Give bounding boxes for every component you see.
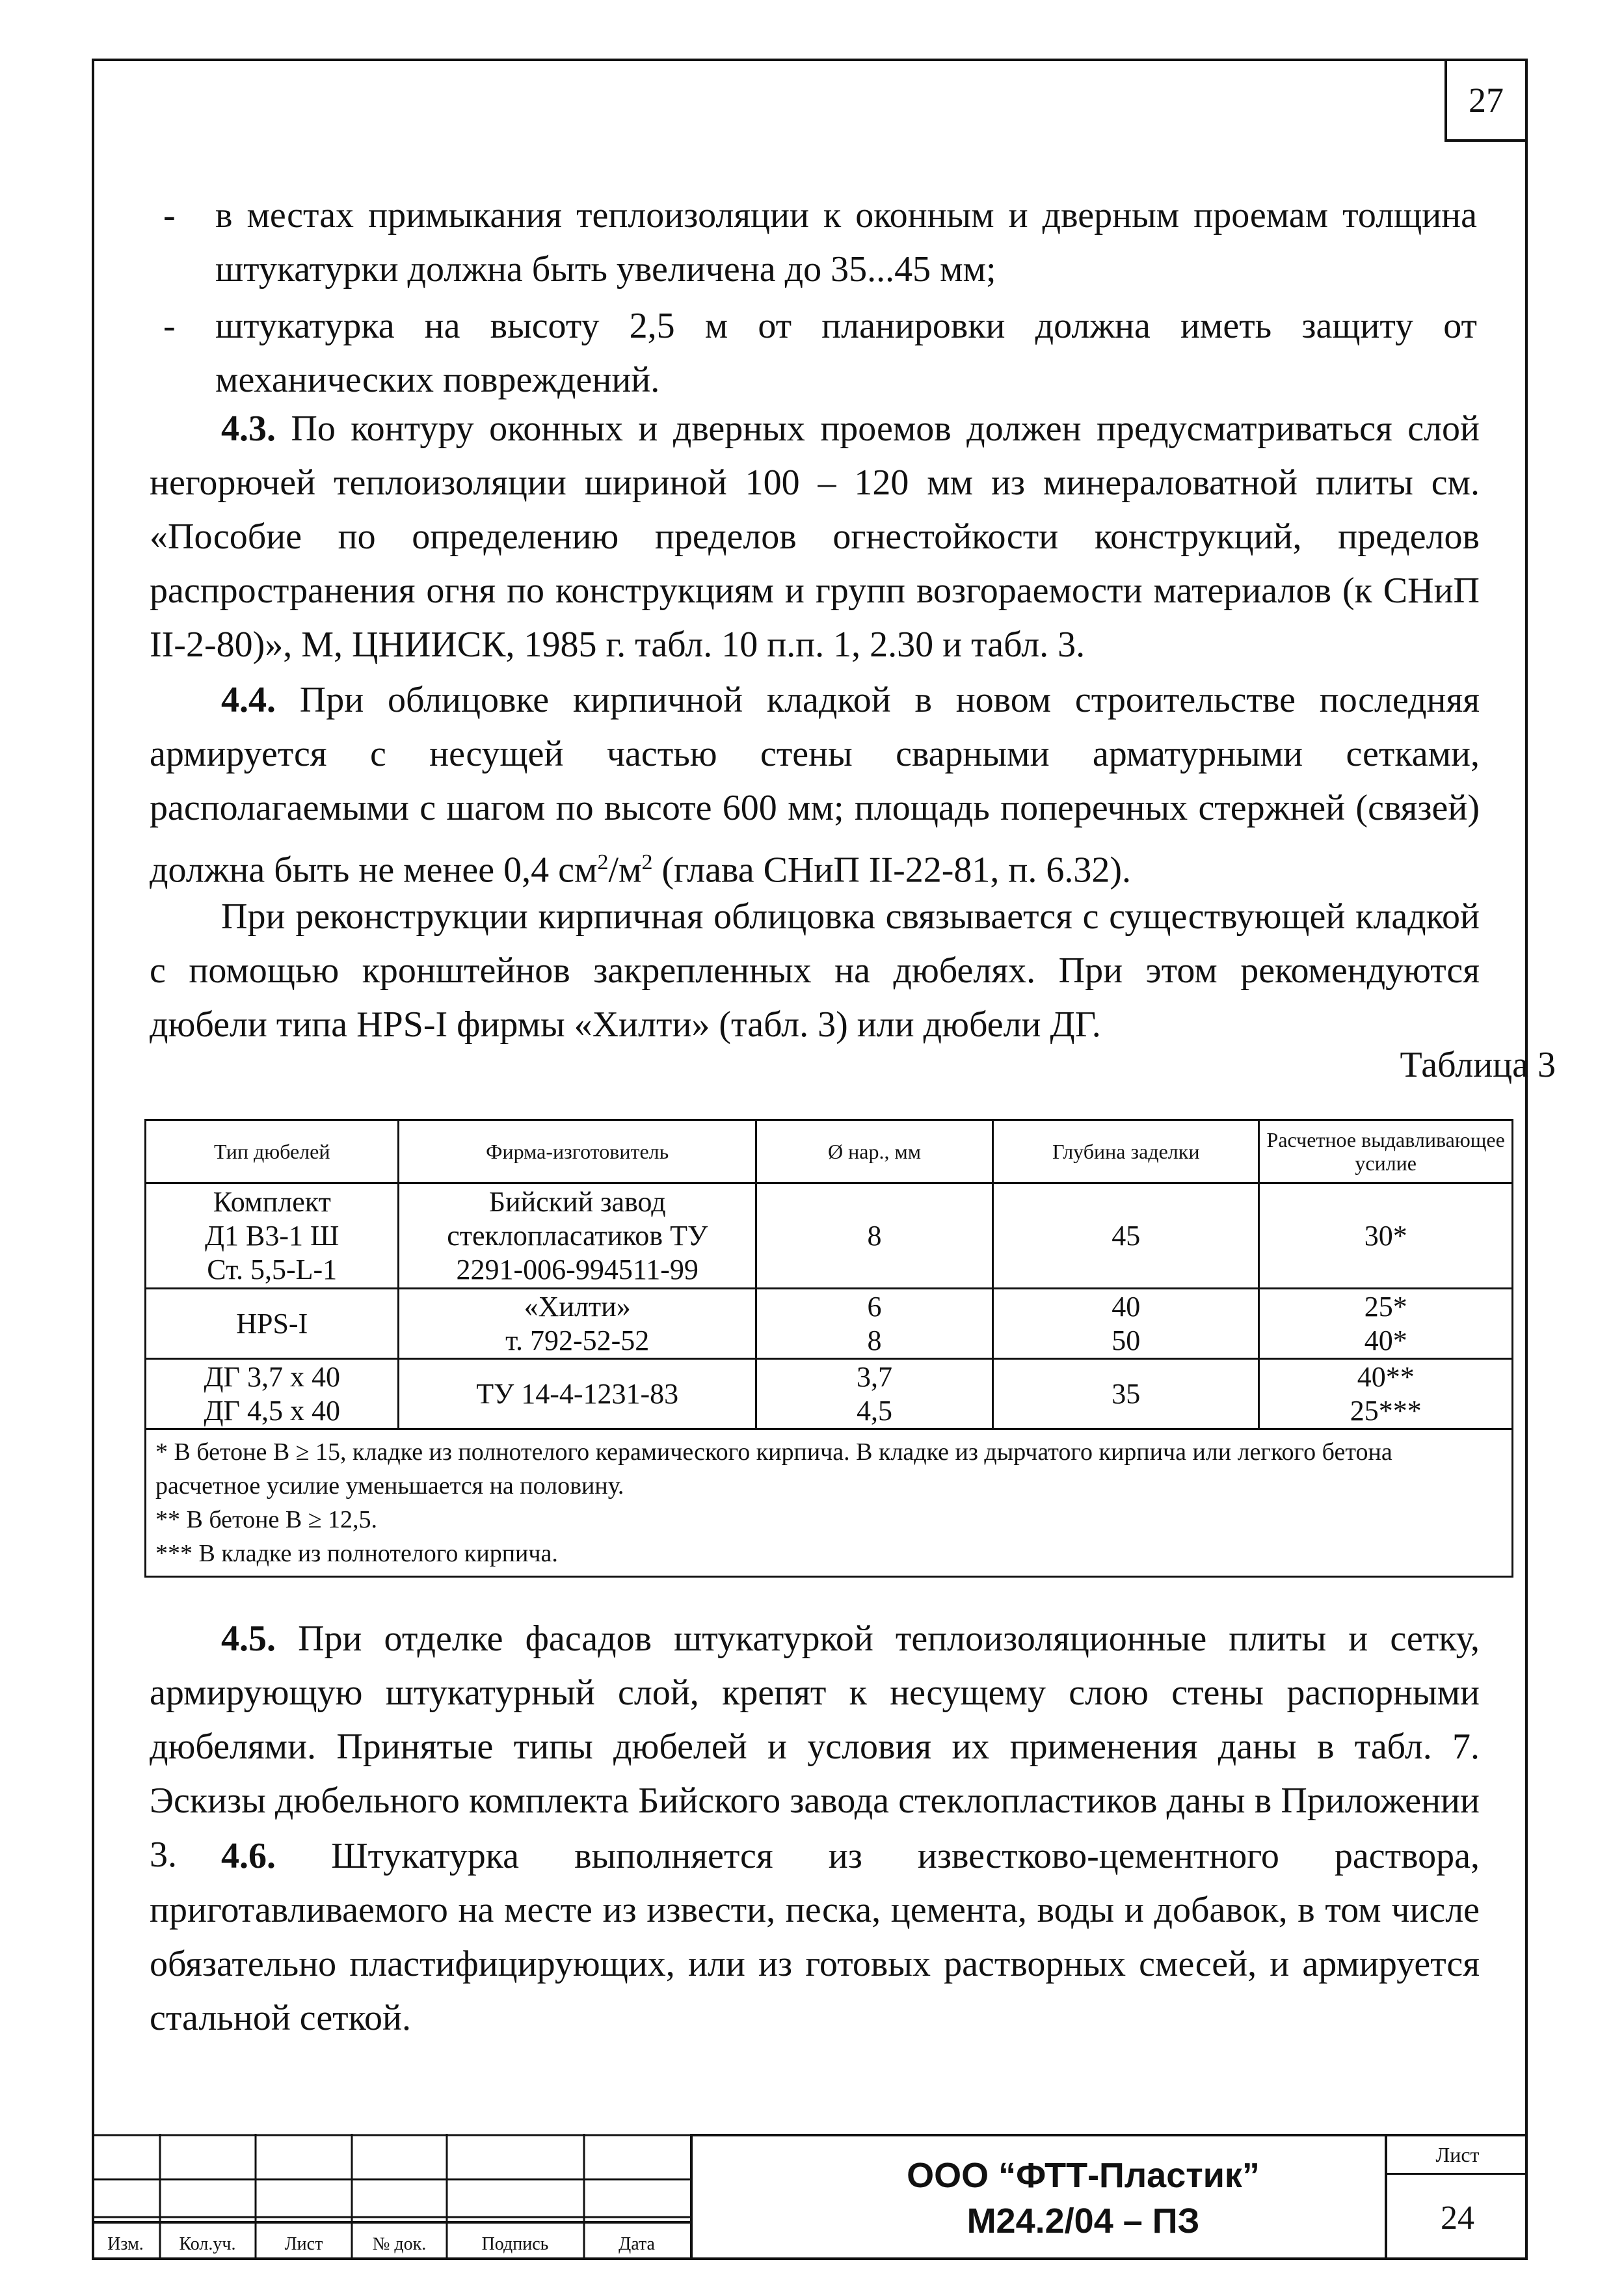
- header-depth: Глубина заделки: [993, 1120, 1259, 1183]
- cell-line: ДГ 3,7 х 40: [204, 1360, 340, 1393]
- stamp-label-date: Дата: [619, 2234, 655, 2254]
- bullet-text: штукатурка на высоту 2,5 м от планировки должна иметь защиту от механических повреждений.: [215, 306, 1477, 400]
- cell-maker: [399, 1359, 756, 1429]
- paragraph: [150, 673, 1480, 898]
- page-number-box: 27: [1444, 61, 1525, 142]
- cell-line: Бийский завод: [488, 1185, 666, 1218]
- cell-diameter: [756, 1183, 992, 1289]
- cell-line: стеклопласатиков ТУ: [447, 1219, 708, 1252]
- document-code: М24.2/04 – ПЗ: [966, 2201, 1200, 2241]
- cell-depth: [993, 1289, 1259, 1359]
- cell-type: [146, 1289, 399, 1359]
- dowel-table: [144, 1119, 1513, 1578]
- cell-diameter: [756, 1289, 992, 1359]
- bullet-marker: -: [163, 195, 176, 236]
- bullet-item: [92, 189, 1477, 297]
- section-number: 4.4.: [221, 680, 276, 720]
- cell-line: 40: [1112, 1290, 1141, 1323]
- sheet-number: 24: [1441, 2199, 1474, 2237]
- cell-line: ТУ 14-4-1231-83: [476, 1377, 679, 1410]
- cell-line: Комплект: [213, 1185, 331, 1218]
- cell-line: т. 792-52-52: [505, 1324, 650, 1356]
- section-number: 4.5.: [221, 1619, 276, 1659]
- superscript: 2: [597, 850, 609, 874]
- cell-force: [1259, 1359, 1513, 1429]
- section-number: 4.6.: [221, 1836, 276, 1876]
- paragraph: [150, 1829, 1480, 2045]
- paragraph-text: При отделке фасадов штукатуркой теплоизоляционные плиты и сетку, армирующую штукатурный слой, крепят к несущему слою стены распорными дюбелями. Принятые типы дюбелей и условия их применения даны в табл. 7. Эскизы дюбельного комплекта Бийского завода стеклопластиков даны в Приложении 3.: [150, 1619, 1480, 1875]
- note: ** В бетоне В ≥ 12,5.: [155, 1506, 378, 1533]
- section-4-6: [150, 1829, 1480, 2045]
- table-row: [146, 1289, 1513, 1359]
- table-header-row: [146, 1120, 1513, 1183]
- stamp-label-doc: № док.: [372, 2234, 427, 2254]
- paragraph-text: Штукатурка выполняется из известково-цементного раствора, приготавливаемого на месте из извести, песка, цемента, воды и добавок, в том числе обязательно пластифицирующих, или из готовых растворных смесей, и армируется стальной сеткой.: [150, 1836, 1480, 2038]
- cell-force: [1259, 1183, 1513, 1289]
- cell-diameter: [756, 1359, 992, 1429]
- paragraph-text: /м: [608, 850, 642, 891]
- cell-line: 4,5: [857, 1394, 893, 1427]
- cell-line: 2291-006-994511-99: [456, 1253, 699, 1285]
- paragraph-text: (глава СНиП II-22-81, п. 6.32).: [652, 850, 1131, 891]
- cell-type: [146, 1359, 399, 1429]
- cell-line: 30*: [1364, 1219, 1407, 1252]
- bullet-list: [92, 189, 1477, 407]
- cell-line: «Хилти»: [524, 1290, 631, 1323]
- cell-line: 40*: [1364, 1324, 1407, 1356]
- title-block: [92, 2134, 1528, 2260]
- cell-line: Д1 В3-1 Ш: [205, 1219, 339, 1252]
- cell-depth: [993, 1183, 1259, 1289]
- paragraph-text: При реконструкции кирпичная облицовка связывается с существующей кладкой с помощью кронштейнов закрепленных на дюбелях. При этом рекомендуются дюбели типа HPS-I фирмы «Хилти» (табл. 3) или дюбели ДГ.: [150, 896, 1480, 1045]
- table-caption: Таблица 3: [1400, 1045, 1556, 1085]
- header-force: Расчетное выдавливающее усилие: [1259, 1120, 1513, 1183]
- table-notes-row: [146, 1429, 1513, 1577]
- cell-line: 35: [1112, 1377, 1141, 1410]
- header-maker: Фирма-изготовитель: [399, 1120, 756, 1183]
- section-4-4: [150, 673, 1480, 898]
- stamp-label-kol: Кол.уч.: [179, 2234, 236, 2254]
- cell-line: 50: [1112, 1324, 1141, 1356]
- sheet-label: Лист: [1387, 2136, 1528, 2175]
- header-diameter: Ø нар., мм: [756, 1120, 992, 1183]
- cell-line: HPS-I: [236, 1307, 308, 1339]
- table-row: [146, 1183, 1513, 1289]
- paragraph-text: По контуру оконных и дверных проемов должен предусматриваться слой негорючей теплоизоляции шириной 100 – 120 мм из минераловатной плиты см. «Пособие по определению пределов огнестойкости конструкций, пределов распространения огня по конструкциям и групп возгораемости материалов (к СНиП II-2-80)», М, ЦНИИСК, 1985 г. табл. 10 п.п. 1, 2.30 и табл. 3.: [150, 409, 1480, 665]
- cell-line: 25***: [1350, 1394, 1422, 1427]
- cell-line: 45: [1112, 1219, 1141, 1252]
- stamp-label-izm: Изм.: [107, 2234, 144, 2254]
- cell-line: 40**: [1357, 1360, 1415, 1393]
- company-name: ООО “ФТТ-Пластик”: [907, 2156, 1260, 2195]
- cell-depth: [993, 1359, 1259, 1429]
- section-4-3: [150, 402, 1480, 672]
- note: *** В кладке из полнотелого кирпича.: [155, 1540, 558, 1567]
- bullet-marker: -: [163, 306, 176, 346]
- cell-line: 6: [867, 1290, 882, 1323]
- reconstruction-paragraph: [150, 890, 1480, 1052]
- title-block-grid: [92, 2134, 690, 2260]
- cell-maker: [399, 1289, 756, 1359]
- stamp-label-list: Лист: [284, 2234, 323, 2254]
- cell-maker: [399, 1183, 756, 1289]
- cell-type: [146, 1183, 399, 1289]
- paragraph: [150, 402, 1480, 672]
- cell-force: [1259, 1289, 1513, 1359]
- table-row: [146, 1359, 1513, 1429]
- paragraph-text: При облицовке кирпичной кладкой в новом строительстве последняя армируется с несущей частью стены сварными арматурными сетками, располагаемыми с шагом по высоте 600 мм; площадь поперечных стержней (связей) должна быть не менее 0,4 см: [150, 680, 1480, 891]
- stamp-label-sign: Подпись: [481, 2234, 549, 2254]
- header-type: Тип дюбелей: [146, 1120, 399, 1183]
- cell-line: ДГ 4,5 х 40: [204, 1394, 340, 1427]
- superscript: 2: [641, 850, 653, 874]
- note: * В бетоне В ≥ 15, кладке из полнотелого керамического кирпича. В кладке из дырчатого кирпича или легкого бетона расчетное усилие уменьшается на половину.: [155, 1438, 1392, 1500]
- cell-line: Ст. 5,5-L-1: [207, 1253, 338, 1285]
- sheet-cell: [1385, 2134, 1528, 2260]
- bullet-item: [92, 299, 1477, 407]
- section-number: 4.3.: [221, 409, 276, 449]
- cell-line: 3,7: [857, 1360, 893, 1393]
- stamp-title: [690, 2134, 1474, 2260]
- cell-line: 8: [867, 1219, 882, 1252]
- cell-line: 25*: [1364, 1290, 1407, 1323]
- cell-line: 8: [867, 1324, 882, 1356]
- table-notes: [146, 1429, 1513, 1577]
- bullet-text: в местах примыкания теплоизоляции к оконным и дверным проемам толщина штукатурки должна быть увеличена до 35...45 мм;: [215, 195, 1477, 289]
